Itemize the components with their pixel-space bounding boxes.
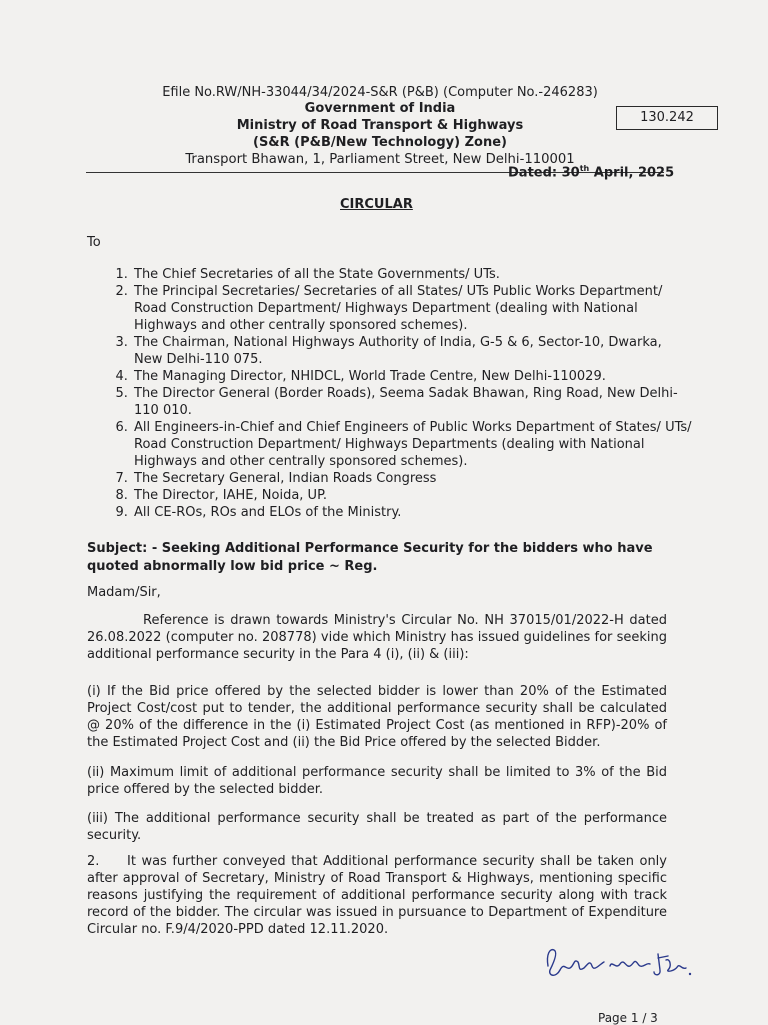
zone-line: (S&R (P&B/New Technology) Zone) bbox=[253, 135, 507, 150]
recipient-item: 4. The Managing Director, NHIDCL, World Trade Centre, New Delhi-110029. bbox=[132, 368, 692, 385]
salutation: Madam/Sir, bbox=[87, 585, 161, 600]
paragraph-2 bbox=[87, 853, 667, 938]
address-line: Transport Bhawan, 1, Parliament Street, New Delhi-110001 bbox=[185, 152, 575, 167]
paragraph-2-number: 2. bbox=[87, 854, 100, 869]
recipient-item: 1. The Chief Secretaries of all the State Governments/ UTs. bbox=[132, 266, 692, 283]
to-label: To bbox=[87, 235, 101, 250]
recipient-item: 7. The Secretary General, Indian Roads Congress bbox=[132, 470, 692, 487]
handwritten-signature bbox=[540, 940, 700, 984]
recipient-item: 6. All Engineers-in-Chief and Chief Engineers of Public Works Department of States/ UTs/ Road Construction Department/ Highways Departments (dealing with National Highways and other centrally sponsored schemes). bbox=[132, 419, 692, 470]
recipient-list bbox=[108, 266, 692, 521]
reference-paragraph: Reference is drawn towards Ministry's Circular No. NH 37015/01/2022-H dated 26.08.2022 (computer no. 208778) vide which Ministry has issued guidelines for seeking additional performance security in the Para 4 (i), (ii) & (iii): bbox=[87, 613, 667, 662]
paragraph-2-text: It was further conveyed that Additional performance security shall be taken only after approval of Secretary, Ministry of Road Transport & Highways, mentioning specific reasons justifying the requirement of additional performance security along with track record of the bidder. The circular was issued in pursuance to Department of Expenditure Circular no. F.9/4/2020-PPD dated 12.11.2020. bbox=[87, 854, 667, 937]
point-iii-paragraph: (iii) The additional performance security shall be treated as part of the performance security. bbox=[87, 811, 667, 843]
date-line bbox=[508, 164, 674, 180]
dated-suffix: th bbox=[579, 164, 590, 173]
recipient-item: 2. The Principal Secretaries/ Secretaries of all States/ UTs Public Works Department/ Road Construction Department/ Highways Department (dealing with National Highways and other centrally sponsored schemes). bbox=[132, 283, 692, 334]
recipient-item: 3. The Chairman, National Highways Authority of India, G-5 & 6, Sector-10, Dwarka, New Delhi-110 075. bbox=[132, 334, 692, 368]
recipient-item: 5. The Director General (Border Roads), Seema Sadak Bhawan, Ring Road, New Delhi-110 010. bbox=[132, 385, 692, 419]
reference-box: 130.242 bbox=[616, 106, 718, 130]
subject-line: Subject: - Seeking Additional Performance Security for the bidders who have quoted abnormally low bid price ~ Reg. bbox=[87, 541, 653, 574]
dated-label: Dated: bbox=[508, 165, 558, 181]
dated-month-year: April, 2025 bbox=[593, 165, 675, 181]
recipient-item: 8. The Director, IAHE, Noida, UP. bbox=[132, 487, 692, 504]
circular-title: CIRCULAR bbox=[340, 197, 413, 212]
ministry-line: Ministry of Road Transport & Highways bbox=[236, 118, 524, 133]
point-ii-paragraph: (ii) Maximum limit of additional performance security shall be limited to 3% of the Bid price offered by the selected bidder. bbox=[87, 765, 667, 797]
file-number: Efile No.RW/NH-33044/34/2024-S&R (P&B) (Computer No.-246283) bbox=[162, 85, 598, 100]
page-number: Page 1 / 3 bbox=[598, 1011, 658, 1025]
government-line: Government of India bbox=[304, 101, 456, 116]
recipient-item: 9. All CE-ROs, ROs and ELOs of the Ministry. bbox=[132, 504, 692, 521]
point-i-paragraph: (i) If the Bid price offered by the selected bidder is lower than 20% of the Estimated Project Cost/cost put to tender, the additional performance security shall be calculated @ 20% of the difference in the (i) Estimated Project Cost (as mentioned in RFP)-20% of the Estimated Project Cost and (ii) the Bid Price offered by the selected Bidder. bbox=[87, 684, 667, 750]
dated-day: 30 bbox=[561, 165, 580, 181]
